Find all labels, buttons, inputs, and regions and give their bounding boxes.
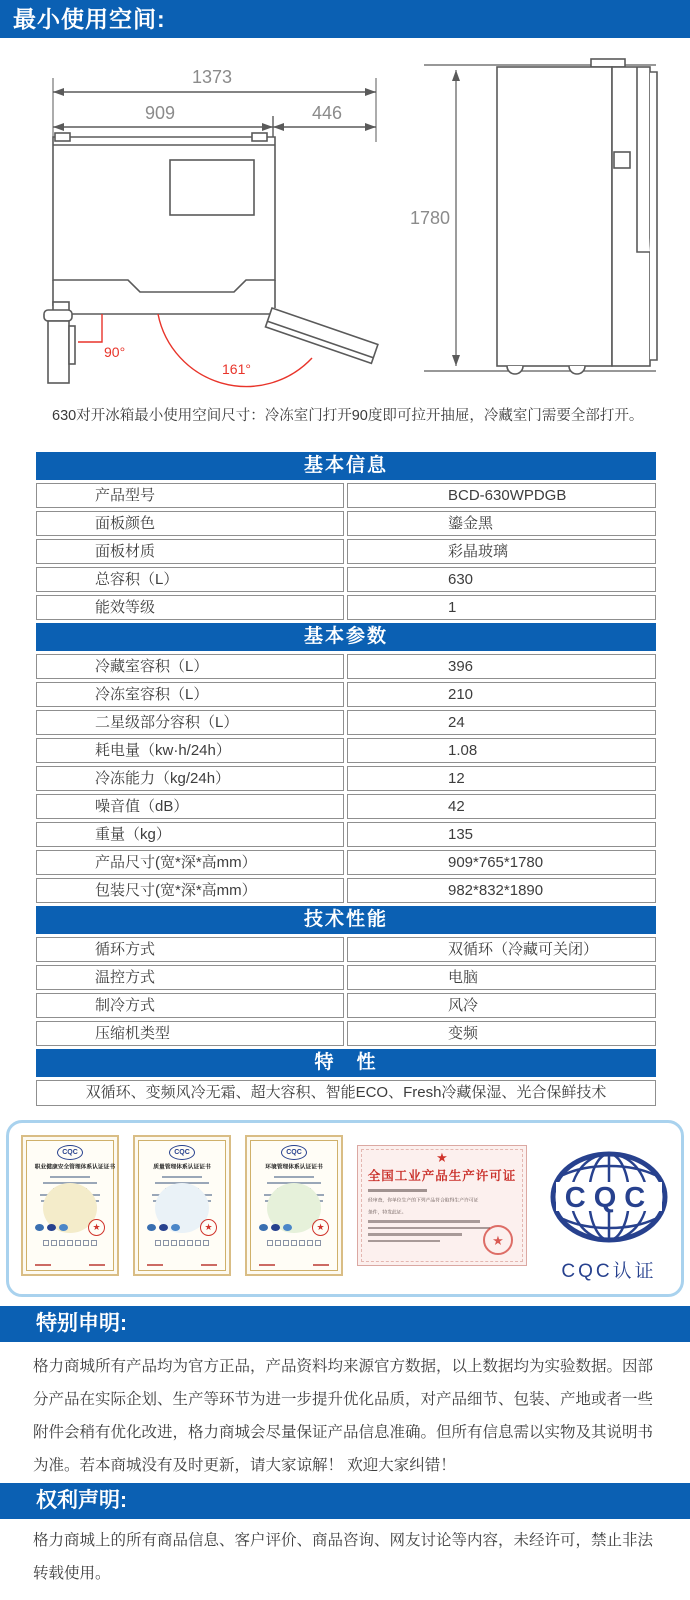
cqc-oval-icon: CQC	[57, 1145, 83, 1160]
red-seal-icon: ★	[483, 1225, 513, 1255]
spec-row	[36, 1021, 656, 1046]
fridge-top-view-diagram	[40, 56, 385, 388]
certificate-document	[133, 1135, 231, 1276]
spec-table	[36, 452, 656, 1109]
spec-row	[36, 654, 656, 679]
rights-statement-body	[33, 1524, 659, 1590]
special-statement-heading: 特别申明:	[36, 1312, 127, 1335]
special-statement-body	[33, 1350, 659, 1482]
certification-mark-icon	[51, 1240, 57, 1246]
certification-mark-icon	[59, 1240, 65, 1246]
certification-mark-icon	[283, 1240, 289, 1246]
diagram-caption: 630对开冰箱最小使用空间尺寸：冷冻室门打开90度即可拉开抽屉，冷藏室门需要全部打开。	[52, 408, 644, 424]
spec-row	[36, 794, 656, 819]
certification-marks-row	[37, 1240, 103, 1246]
red-seal-icon: ★	[312, 1219, 329, 1236]
spec-value: 630	[347, 567, 656, 592]
spec-label: 产品型号	[36, 483, 344, 508]
certificate-document	[21, 1135, 119, 1276]
certification-mark-icon	[75, 1240, 81, 1246]
spec-value: 982*832*1890	[347, 878, 656, 903]
spec-row	[36, 937, 656, 962]
spec-value: 变频	[347, 1021, 656, 1046]
accreditation-logo-icon	[47, 1224, 56, 1231]
statement-line: 转载使用。	[33, 1565, 111, 1582]
spec-row	[36, 539, 656, 564]
spec-label: 包装尺寸(宽*深*高mm）	[36, 878, 344, 903]
spec-label: 循环方式	[36, 937, 344, 962]
statement-line: 格力商城上的所有商品信息、客户评价、商品咨询、网友讨论等内容，未经许可，禁止非法	[33, 1532, 654, 1549]
certification-mark-icon	[43, 1240, 49, 1246]
license-body-line: 条件，特发此证。	[368, 1210, 407, 1216]
certification-mark-icon	[179, 1240, 185, 1246]
spec-label: 总容积（L）	[36, 567, 344, 592]
certification-mark-icon	[163, 1240, 169, 1246]
dim-door-depth: 446	[311, 103, 343, 123]
spec-value: 风冷	[347, 993, 656, 1018]
spec-value: 24	[347, 710, 656, 735]
statement-line: 为准。若本商城没有及时更新，请大家谅解！ 欢迎大家纠错！	[33, 1457, 456, 1474]
spec-value: 909*765*1780	[347, 850, 656, 875]
spec-value: 12	[347, 766, 656, 791]
certificate-bottom-line	[259, 1264, 329, 1266]
dim-cabinet-width: 909	[144, 103, 176, 123]
certificate-title: 环境管理体系认证证书	[265, 1164, 323, 1171]
license-company-line	[368, 1189, 427, 1192]
national-emblem-icon: ★	[436, 1150, 448, 1165]
certificate-text-line	[274, 1176, 314, 1178]
spec-row	[36, 850, 656, 875]
certificate-inner	[250, 1140, 338, 1271]
special-statement-heading-bar	[0, 1306, 690, 1342]
fridge-door-angle: 161°	[222, 361, 251, 377]
certificate-number-line	[259, 1264, 275, 1266]
accreditation-logo-icon	[35, 1224, 44, 1231]
rights-statement-heading: 权利声明:	[36, 1489, 127, 1512]
certification-mark-icon	[171, 1240, 177, 1246]
accreditation-logo-icon	[159, 1224, 168, 1231]
license-body-line: 经审查，你单位生产的下列产品符合取得生产许可证	[368, 1198, 479, 1204]
spec-label: 温控方式	[36, 965, 344, 990]
spec-section-header: 特 性	[36, 1049, 656, 1077]
spec-value: 42	[347, 794, 656, 819]
spec-section-header: 技术性能	[36, 906, 656, 934]
spec-label: 耗电量（kw·h/24h）	[36, 738, 344, 763]
cqc-logo-text: CQC	[564, 1182, 654, 1214]
certificate-footer-logos	[147, 1219, 217, 1236]
certification-mark-icon	[195, 1240, 201, 1246]
certification-marks-row	[261, 1240, 327, 1246]
certificate-bottom-line	[147, 1264, 217, 1266]
spec-row	[36, 595, 656, 620]
spec-row	[36, 710, 656, 735]
spec-value: 1	[347, 595, 656, 620]
spec-label: 冷藏室容积（L）	[36, 654, 344, 679]
certification-mark-icon	[275, 1240, 281, 1246]
spec-value: 135	[347, 822, 656, 847]
section-title-bar	[0, 0, 690, 38]
license-title: 全国工业产品生产许可证	[367, 1169, 517, 1183]
spec-value: 396	[347, 654, 656, 679]
certification-mark-icon	[299, 1240, 305, 1246]
statement-line: 分产品在实际企划、生产等环节为进一步提升优化品质，对产品细节、包装、产地或者一些	[33, 1391, 654, 1408]
certificate-number-line	[89, 1264, 105, 1266]
spec-label: 冷冻能力（kg/24h）	[36, 766, 344, 791]
spec-row	[36, 511, 656, 536]
accreditation-logo-icon	[271, 1224, 280, 1231]
certificate-footer-logos	[35, 1219, 105, 1236]
spec-label: 噪音值（dB）	[36, 794, 344, 819]
fridge-side-view-diagram	[396, 56, 660, 394]
spec-label: 重量（kg）	[36, 822, 344, 847]
dim-total-width: 1373	[191, 67, 233, 87]
certificate-bottom-line	[35, 1264, 105, 1266]
certification-mark-icon	[315, 1240, 321, 1246]
spec-row	[36, 483, 656, 508]
spec-label: 面板材质	[36, 539, 344, 564]
spec-row	[36, 822, 656, 847]
certification-mark-icon	[155, 1240, 161, 1246]
certificate-title: 质量管理体系认证证书	[153, 1164, 211, 1171]
dim-height: 1780	[410, 208, 451, 228]
certificate-inner	[138, 1140, 226, 1271]
certification-mark-icon	[67, 1240, 73, 1246]
accreditation-logo-icon	[283, 1224, 292, 1231]
certification-marks-row	[149, 1240, 215, 1246]
certificate-text-line	[50, 1176, 90, 1178]
certificate-text-line	[162, 1176, 202, 1178]
spec-row	[36, 567, 656, 592]
spec-row	[36, 766, 656, 791]
certificates-card	[6, 1120, 684, 1297]
spec-value: 1.08	[347, 738, 656, 763]
spec-section-header: 基本参数	[36, 623, 656, 651]
red-seal-icon: ★	[200, 1219, 217, 1236]
certification-mark-icon	[203, 1240, 209, 1246]
red-seal-icon: ★	[88, 1219, 105, 1236]
certification-mark-icon	[291, 1240, 297, 1246]
accreditation-logo-icon	[147, 1224, 156, 1231]
spec-feature-row: 双循环、变频风冷无霜、超大容积、智能ECO、Fresh冷藏保湿、光合保鲜技术	[36, 1080, 656, 1106]
spec-value: 双循环（冷藏可关闭）	[347, 937, 656, 962]
certification-mark-icon	[83, 1240, 89, 1246]
accreditation-logo-icon	[259, 1224, 268, 1231]
spec-row	[36, 965, 656, 990]
certificate-number-line	[147, 1264, 163, 1266]
statement-line: 附件会稍有优化改进，格力商城会尽量保证产品信息准确。但所有信息需以实物及其说明书	[33, 1424, 654, 1441]
accreditation-logo-icon	[59, 1224, 68, 1231]
statement-line: 格力商城所有产品均为官方正品，产品资料均来源官方数据，以上数据均为实验数据。因部	[33, 1358, 654, 1375]
production-license-certificate	[357, 1145, 527, 1266]
cqc-oval-icon: CQC	[281, 1145, 307, 1160]
certificate-footer-logos	[259, 1219, 329, 1236]
spec-label: 产品尺寸(宽*深*高mm）	[36, 850, 344, 875]
certificate-number-line	[201, 1264, 217, 1266]
cqc-certification-logo	[541, 1151, 677, 1283]
spec-value: BCD-630WPDGB	[347, 483, 656, 508]
certificate-number-line	[313, 1264, 329, 1266]
spec-label: 能效等级	[36, 595, 344, 620]
certificate-document	[245, 1135, 343, 1276]
freezer-door-angle: 90°	[104, 344, 126, 360]
certification-mark-icon	[307, 1240, 313, 1246]
spec-label: 面板颜色	[36, 511, 344, 536]
spec-value: 鎏金黑	[347, 511, 656, 536]
spec-row	[36, 878, 656, 903]
cqc-oval-icon: CQC	[169, 1145, 195, 1160]
spec-label: 压缩机类型	[36, 1021, 344, 1046]
rights-statement-heading-bar	[0, 1483, 690, 1519]
spec-value: 电脑	[347, 965, 656, 990]
cqc-globe-icon	[549, 1151, 669, 1243]
certificate-title: 职业健康安全管理体系认证证书	[34, 1164, 116, 1171]
spec-row	[36, 993, 656, 1018]
spec-row	[36, 682, 656, 707]
spec-row	[36, 738, 656, 763]
dimension-diagram	[0, 38, 690, 406]
cqc-caption: CQC认证	[561, 1261, 657, 1282]
accreditation-logo-icon	[171, 1224, 180, 1231]
spec-value: 210	[347, 682, 656, 707]
certification-mark-icon	[91, 1240, 97, 1246]
certificate-number-line	[35, 1264, 51, 1266]
certificates-row	[9, 1123, 681, 1283]
certification-mark-icon	[187, 1240, 193, 1246]
spec-label: 制冷方式	[36, 993, 344, 1018]
certificate-inner	[26, 1140, 114, 1271]
spec-label: 二星级部分容积（L）	[36, 710, 344, 735]
spec-label: 冷冻室容积（L）	[36, 682, 344, 707]
certification-mark-icon	[267, 1240, 273, 1246]
spec-value: 彩晶玻璃	[347, 539, 656, 564]
spec-section-header: 基本信息	[36, 452, 656, 480]
page-title: 最小使用空间:	[13, 6, 166, 32]
